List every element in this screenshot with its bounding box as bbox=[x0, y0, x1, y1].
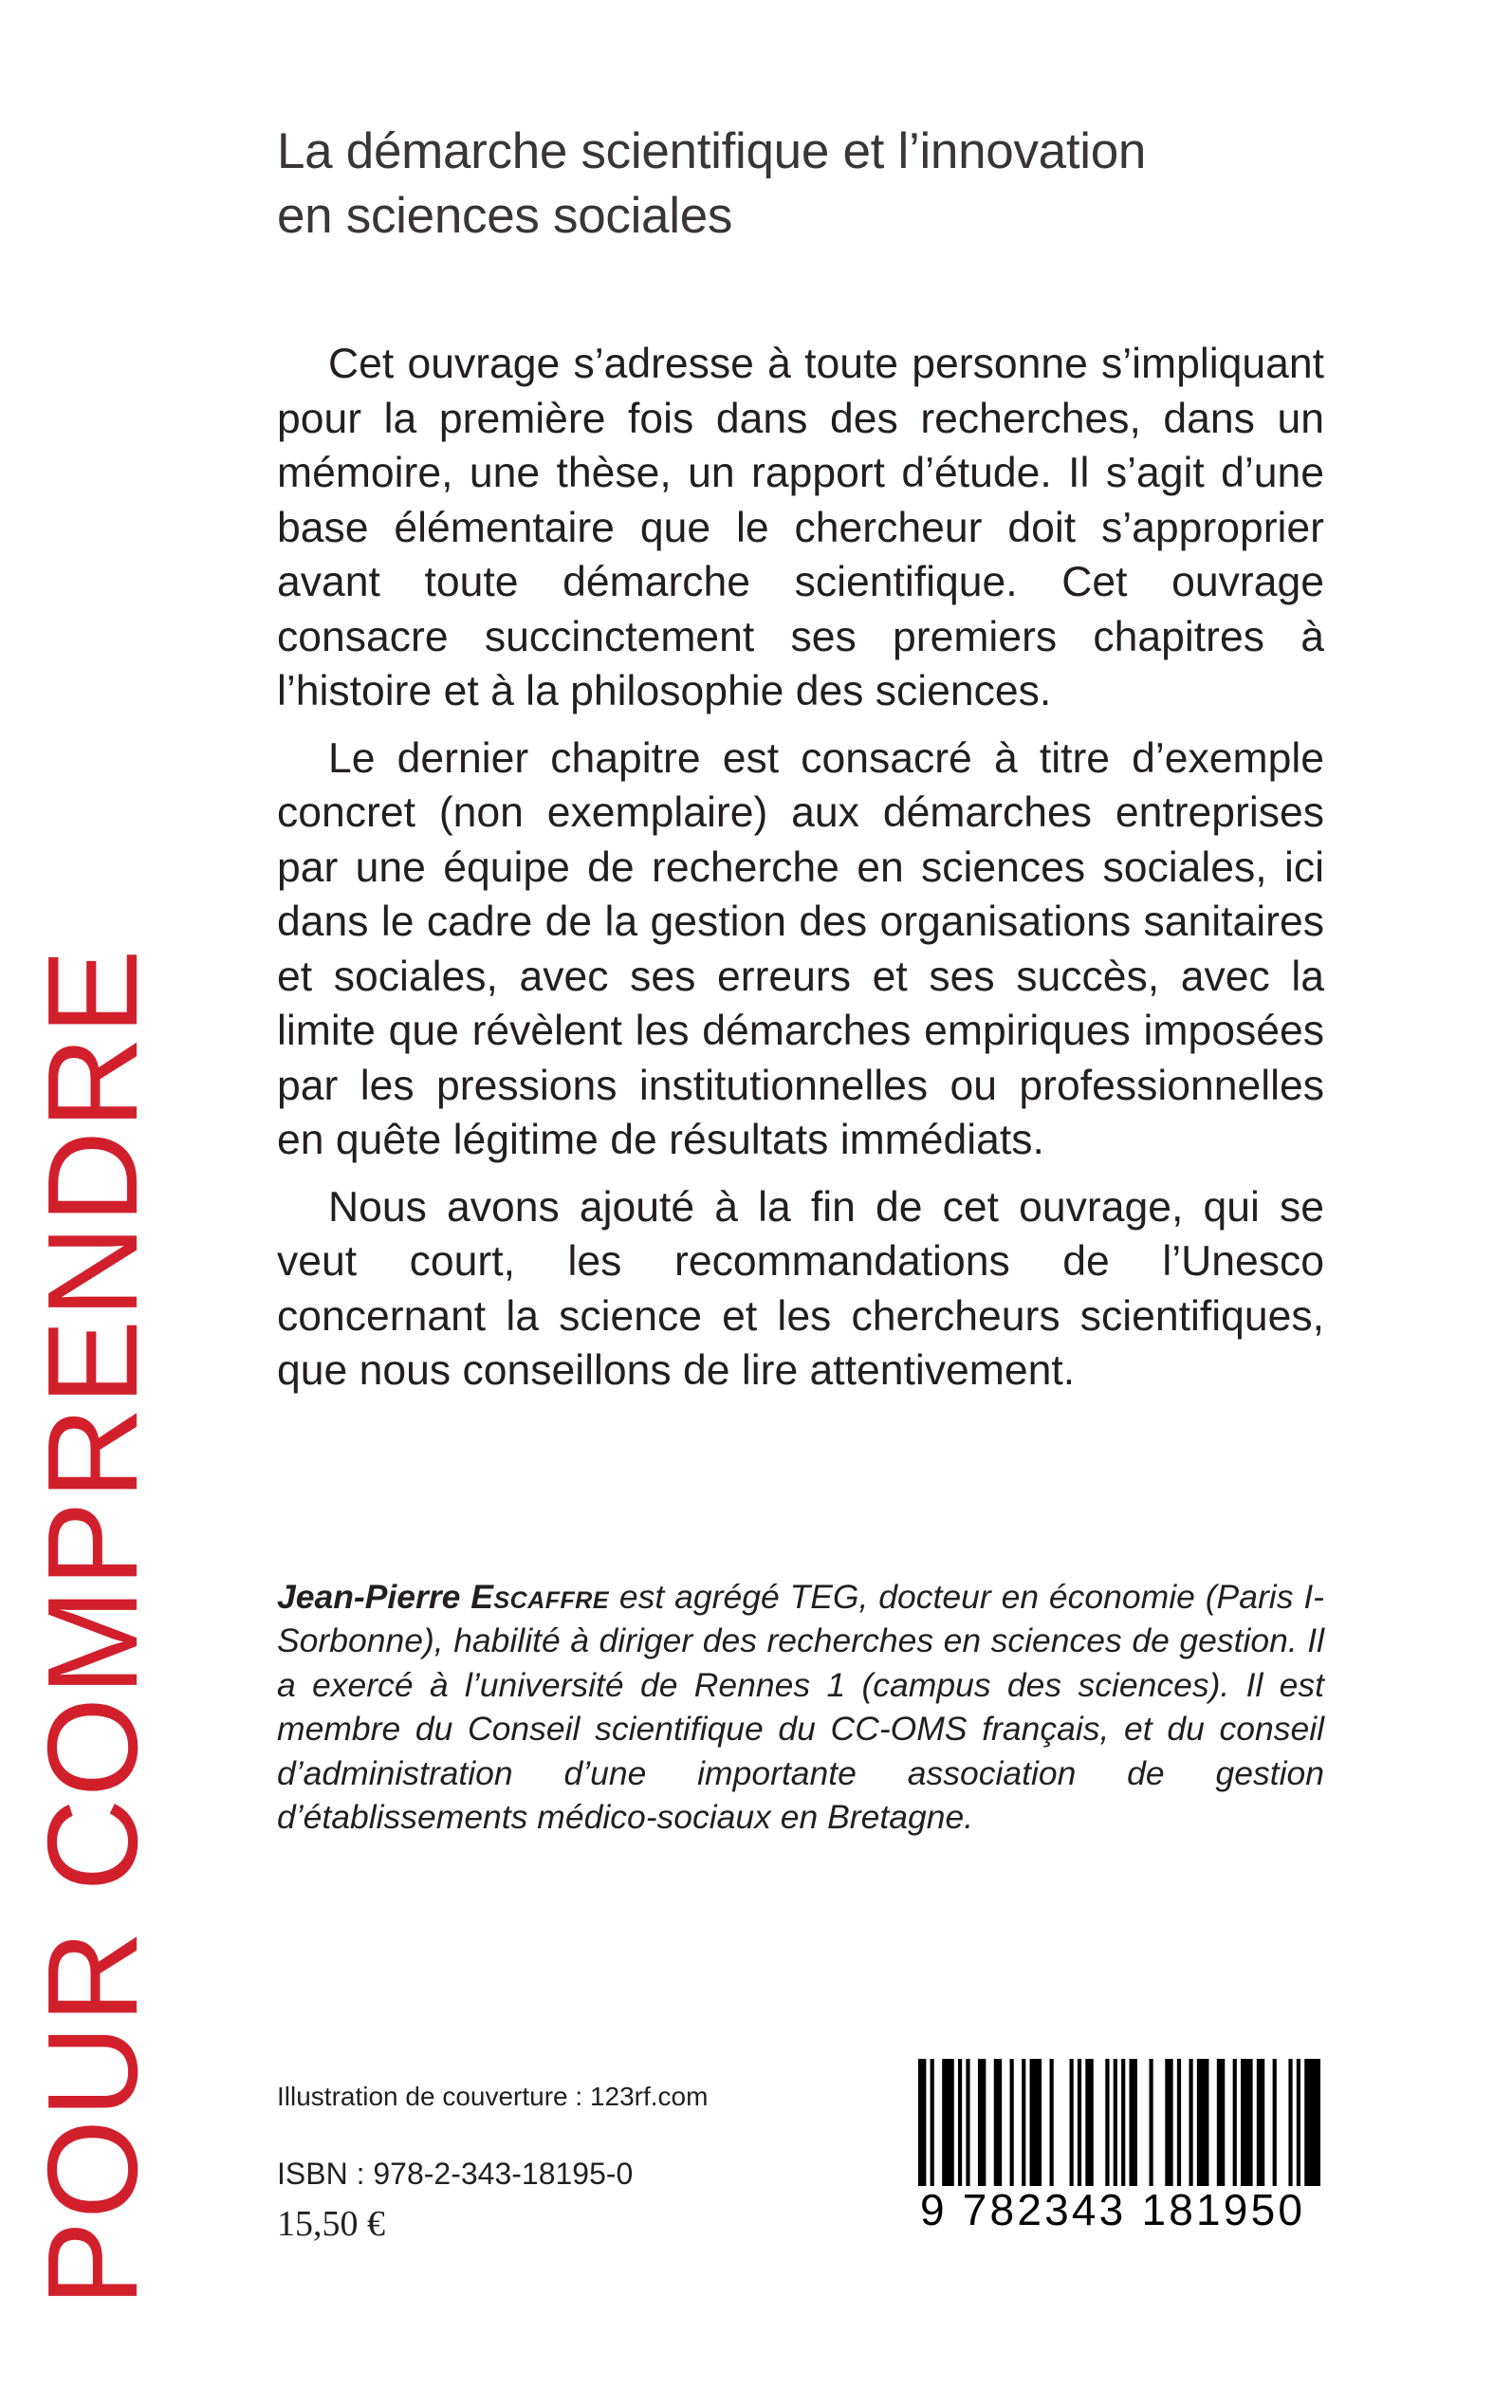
price: 15,50 € bbox=[277, 2204, 385, 2244]
illustration-credit: Illustration de couverture : 123rf.com bbox=[277, 2082, 709, 2111]
blurb-paragraph-1: Cet ouvrage s’adresse à toute personne s’impliquant pour la première fois dans des recherches, dans un mémoire, une thèse, un rapport d’étude. Il s’agit d’une base élémentaire que le chercheur doit s’approprier avant toute démarche scientifique. Cet ouvrage consacre succinctement ses premiers chapitres à l’histoire et à la philosophie des sciences. bbox=[277, 341, 1324, 714]
series-title: POUR COMPRENDRE bbox=[21, 947, 164, 2306]
barcode bbox=[913, 2059, 1326, 2277]
author-last-name: Escaffre bbox=[470, 1578, 610, 1616]
subtitle-line-1: La démarche scientifique et l’innovation bbox=[277, 123, 1147, 179]
author-first-name: Jean-Pierre bbox=[277, 1578, 461, 1616]
author-bio bbox=[277, 1575, 1324, 1839]
author-bio-paragraph bbox=[277, 1575, 1324, 1839]
blurb-paragraph-2: Le dernier chapitre est consacré à titre d’exemple concret (non exemplaire) aux démarches entreprises par une équipe de recherche en sciences sociales, ici dans le cadre de la gestion des organisations sanitaires et sociales, avec ses erreurs et ses succès, avec la limite que révèlent les démarches empiriques imposées par les pressions institutionnelles ou professionnelles en quête légitime de résultats immédiats. bbox=[277, 734, 1324, 1163]
barcode-digits: 9 782343 181950 bbox=[913, 2186, 1326, 2233]
book-subtitle bbox=[277, 120, 1226, 249]
blurb bbox=[277, 337, 1324, 1411]
author-bio-text: est agrégé TEG, docteur en économie (Paris I-Sorbonne), habilité à diriger des recherches en sciences de gestion. Il a exercé à l’université de Rennes 1 (campus des sciences). Il est membre du Conseil scientifique du CC-OMS français, et du conseil d’administration d’une importante association de gestion d’établissements médico-sociaux en Bretagne. bbox=[277, 1578, 1325, 1837]
blurb-paragraph-3: Nous avons ajouté à la fin de cet ouvrage, qui se veut court, les recommandations de l’Unesco concernant la science et les chercheurs scientifiques, que nous conseillons de lire attentivement. bbox=[277, 1183, 1324, 1394]
subtitle-line-2: en sciences sociales bbox=[277, 188, 733, 244]
isbn: ISBN : 978-2-343-18195-0 bbox=[277, 2157, 634, 2191]
